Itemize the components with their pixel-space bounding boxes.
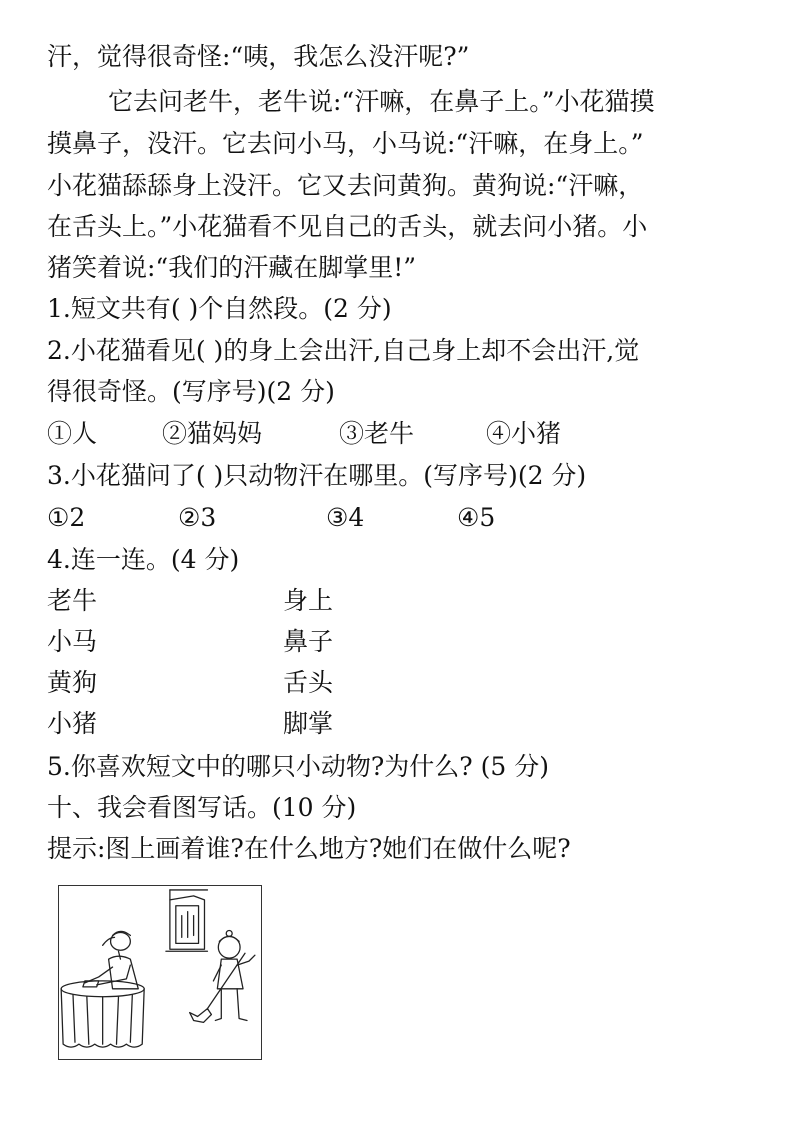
q2-option-3: ③老牛 bbox=[339, 419, 415, 448]
q4-left-2: 小马 bbox=[47, 627, 98, 656]
question-2-line-2: 得很奇怪。(写序号)(2 分) bbox=[47, 377, 335, 406]
passage-line-2: 它去问老牛，老牛说:“汗嘛，在鼻子上。”小花猫摸 bbox=[108, 87, 655, 116]
question-1: 1.短文共有( )个自然段。(2 分) bbox=[47, 294, 392, 323]
q4-right-1: 身上 bbox=[283, 586, 334, 615]
passage-line-3: 摸鼻子，没汗。它去问小马，小马说:“汗嘛，在身上。” bbox=[47, 129, 644, 158]
q2-option-4: ④小猪 bbox=[486, 419, 562, 448]
section-10-title: 十、我会看图写话。(10 分) bbox=[47, 793, 357, 822]
q4-left-4: 小猪 bbox=[47, 709, 98, 738]
question-2-line-1: 2.小花猫看见( )的身上会出汗,自己身上却不会出汗,觉 bbox=[47, 336, 640, 365]
mother-wiping-table-child-sweeping-icon bbox=[59, 886, 261, 1059]
question-5: 5.你喜欢短文中的哪只小动物?为什么? (5 分) bbox=[47, 752, 549, 781]
q3-option-4: ④5 bbox=[457, 503, 496, 532]
passage-line-5: 在舌头上。”小花猫看不见自己的舌头，就去问小猪。小 bbox=[47, 212, 648, 241]
q4-right-4: 脚掌 bbox=[283, 709, 334, 738]
q4-left-3: 黄狗 bbox=[47, 668, 98, 697]
passage-line-1: 汗，觉得很奇怪:“咦，我怎么没汗呢?” bbox=[47, 42, 470, 71]
q3-option-1: ①2 bbox=[47, 503, 86, 532]
question-4: 4.连一连。(4 分) bbox=[47, 545, 240, 574]
question-3: 3.小花猫问了( )只动物汗在哪里。(写序号)(2 分) bbox=[47, 461, 587, 490]
q4-right-3: 舌头 bbox=[283, 668, 334, 697]
section-10-hint: 提示:图上画着谁?在什么地方?她们在做什么呢? bbox=[47, 834, 571, 863]
q3-option-3: ③4 bbox=[326, 503, 365, 532]
passage-line-4: 小花猫舔舔身上没汗。它又去问黄狗。黄狗说:“汗嘛， bbox=[47, 171, 644, 200]
q4-right-2: 鼻子 bbox=[283, 627, 334, 656]
passage-line-6: 猪笑着说:“我们的汗藏在脚掌里!” bbox=[47, 253, 417, 282]
q4-left-1: 老牛 bbox=[47, 586, 98, 615]
q2-option-2: ②猫妈妈 bbox=[162, 419, 263, 448]
q3-option-2: ②3 bbox=[178, 503, 217, 532]
q2-option-1: ①人 bbox=[47, 419, 98, 448]
writing-prompt-illustration bbox=[58, 885, 262, 1060]
